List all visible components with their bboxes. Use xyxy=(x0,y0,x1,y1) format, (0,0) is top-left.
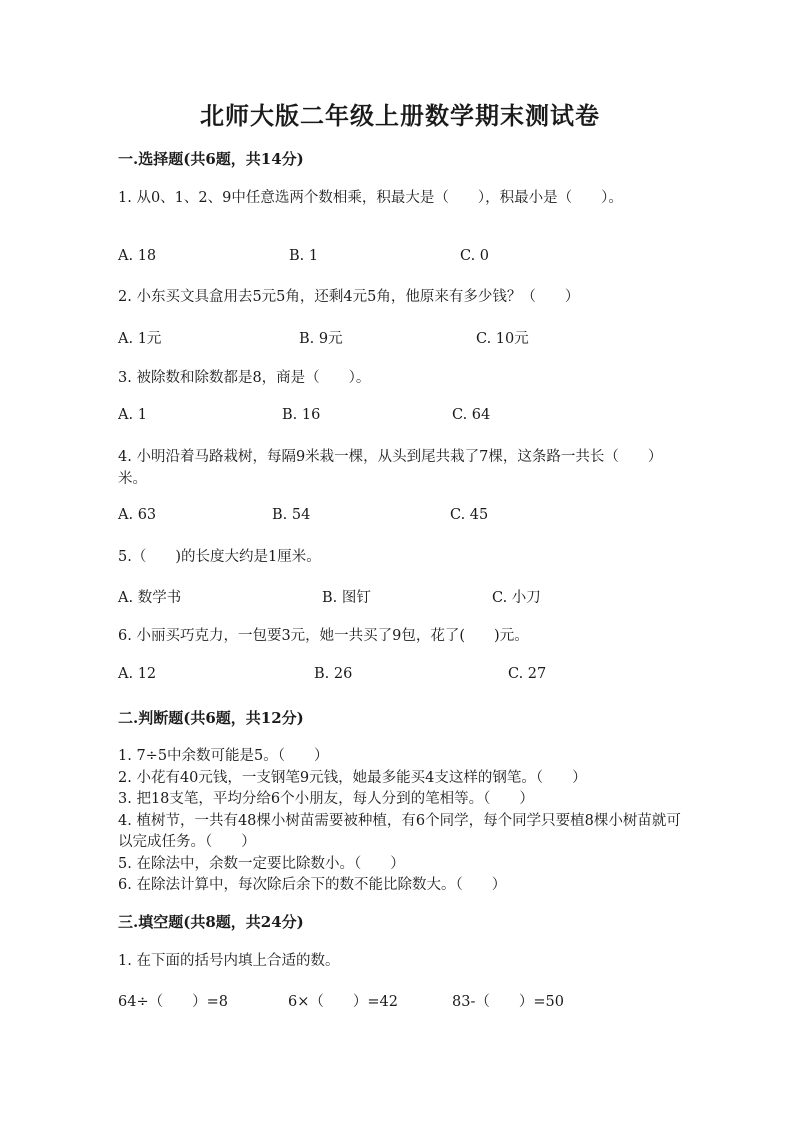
judge-item: 4. 植树节，一共有48棵小树苗需要被种植，有6个同学，每个同学只要植8棵小树苗就可以完成任务。（ ） xyxy=(118,812,681,850)
option-b: B. 26 xyxy=(314,666,353,682)
choice-question-4: 4. 小明沿着马路栽树，每隔9米栽一棵，从头到尾共栽了7棵，这条路一共长（ ）米。 xyxy=(118,449,663,487)
fill-blank-item: 6×（ ）=42 xyxy=(288,994,398,1010)
option-c: C. 10元 xyxy=(476,331,529,347)
choice-options-4 xyxy=(118,507,688,529)
judge-item: 1. 7÷5中余数可能是5。（ ） xyxy=(118,748,329,764)
fill-blank-item: 83-（ ）=50 xyxy=(452,994,564,1010)
option-b: B. 9元 xyxy=(299,331,343,347)
choice-options-6 xyxy=(118,666,688,688)
option-a: A. 1元 xyxy=(118,331,162,347)
judge-list xyxy=(118,746,688,897)
option-a: A. 63 xyxy=(118,507,157,523)
choice-question-6: 6. 小丽买巧克力，一包要3元，她一共买了9包，花了( )元。 xyxy=(118,628,529,644)
choice-question-1: 1. 从0、1、2、9中任意选两个数相乘，积最大是（ ），积最小是（ ）。 xyxy=(118,190,623,206)
choice-options-1 xyxy=(118,248,688,270)
option-c: C. 小刀 xyxy=(492,590,541,606)
judge-item: 5. 在除法中，余数一定要比除数小。（ ） xyxy=(118,855,405,872)
section-heading-judge: 二.判断题(共6题，共12分) xyxy=(118,709,304,727)
section-heading-fill: 三.填空题(共8题，共24分) xyxy=(118,913,304,931)
fill-blank-item: 64÷（ ）=8 xyxy=(118,994,228,1010)
choice-options-3 xyxy=(118,407,688,429)
option-b: B. 54 xyxy=(272,507,311,523)
option-c: C. 27 xyxy=(508,666,547,682)
option-b: B. 16 xyxy=(282,407,321,423)
choice-options-2 xyxy=(118,327,688,349)
choice-options-5 xyxy=(118,586,688,608)
fill-question-1: 1. 在下面的括号内填上合适的数。 xyxy=(118,953,340,969)
option-c: C. 0 xyxy=(460,248,490,264)
judge-item: 3. 把18支笔，平均分给6个小朋友，每人分到的笔相等。（ ） xyxy=(118,791,534,807)
page-title: 北师大版二年级上册数学期末测试卷 xyxy=(200,101,600,130)
choice-question-3: 3. 被除数和除数都是8，商是（ ）。 xyxy=(118,370,371,386)
option-c: C. 64 xyxy=(452,407,491,423)
choice-question-2: 2. 小东买文具盒用去5元5角，还剩4元5角，他原来有多少钱？（ ） xyxy=(118,289,580,305)
option-b: B. 图钉 xyxy=(322,590,371,606)
option-c: C. 45 xyxy=(450,507,489,523)
option-a: A. 12 xyxy=(118,666,157,682)
choice-question-5: 5.（ )的长度大约是1厘米。 xyxy=(118,549,321,565)
judge-item: 2. 小花有40元钱，一支钢笔9元钱，她最多能买4支这样的钢笔。（ ） xyxy=(118,769,587,786)
section-heading-choice: 一.选择题(共6题，共14分) xyxy=(118,150,304,168)
option-a: A. 1 xyxy=(118,407,147,423)
fill-blank-row xyxy=(118,990,688,1012)
judge-item: 6. 在除法计算中，每次除后余下的数不能比除数大。（ ） xyxy=(118,877,507,893)
option-b: B. 1 xyxy=(289,248,319,264)
option-a: A. 数学书 xyxy=(118,590,182,606)
option-a: A. 18 xyxy=(118,248,157,264)
